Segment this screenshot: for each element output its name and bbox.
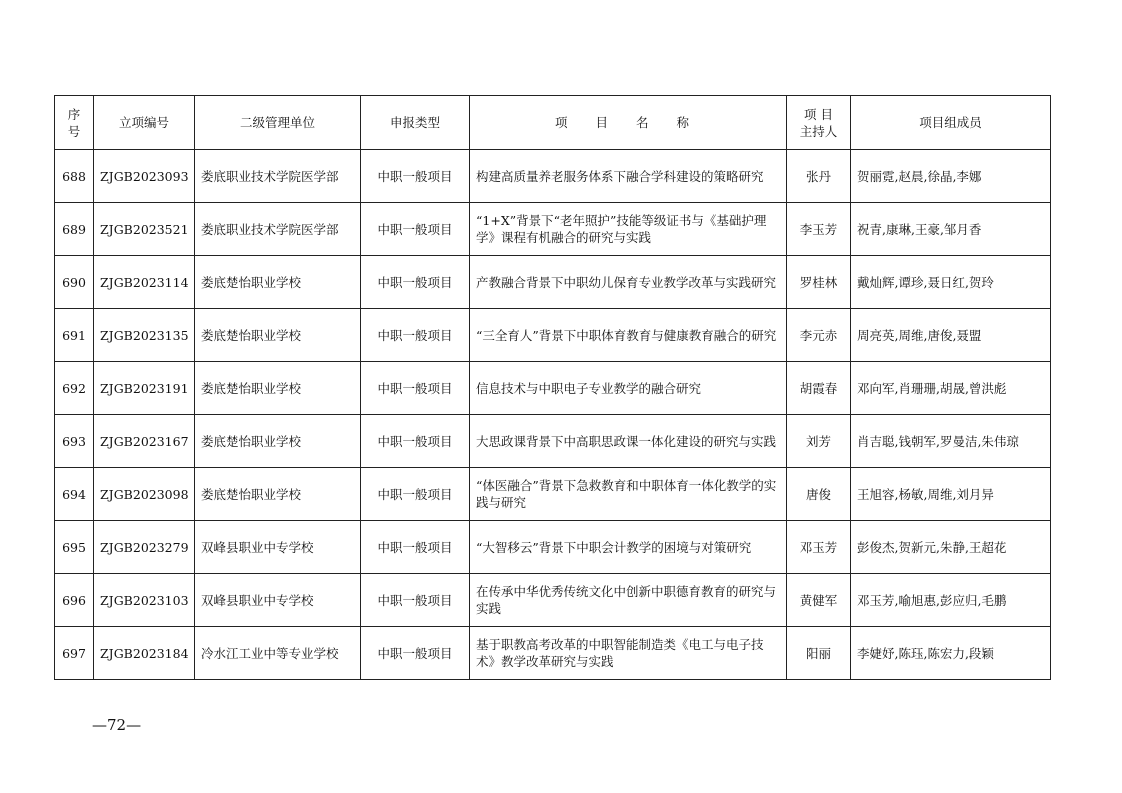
cell-type: 中职一般项目 [361, 309, 470, 362]
cell-code: ZJGB2023098 [94, 468, 195, 521]
cell-unit: 娄底职业技术学院医学部 [195, 203, 361, 256]
cell-host: 邓玉芳 [787, 521, 851, 574]
cell-seq: 695 [55, 521, 94, 574]
cell-host: 李玉芳 [787, 203, 851, 256]
cell-type: 中职一般项目 [361, 627, 470, 680]
cell-name: 信息技术与中职电子专业教学的融合研究 [470, 362, 787, 415]
cell-members: 邓向军,肖珊珊,胡晟,曾洪彪 [851, 362, 1051, 415]
header-seq: 序号 [55, 96, 94, 150]
cell-members: 李婕妤,陈珏,陈宏力,段颖 [851, 627, 1051, 680]
cell-host: 黄健军 [787, 574, 851, 627]
cell-unit: 双峰县职业中专学校 [195, 521, 361, 574]
cell-members: 贺丽霓,赵晨,徐晶,李娜 [851, 150, 1051, 203]
header-name: 项 目 名 称 [470, 96, 787, 150]
table-row [55, 362, 1051, 415]
cell-name: 产教融合背景下中职幼儿保育专业教学改革与实践研究 [470, 256, 787, 309]
cell-host: 胡霞春 [787, 362, 851, 415]
cell-seq: 688 [55, 150, 94, 203]
cell-seq: 692 [55, 362, 94, 415]
page-number: —72— [92, 716, 142, 734]
cell-members: 彭俊杰,贺新元,朱静,王超花 [851, 521, 1051, 574]
header-members: 项目组成员 [851, 96, 1051, 150]
cell-type: 中职一般项目 [361, 362, 470, 415]
cell-code: ZJGB2023103 [94, 574, 195, 627]
header-row [55, 96, 1051, 150]
cell-seq: 691 [55, 309, 94, 362]
cell-members: 戴灿辉,谭珍,聂日红,贺玲 [851, 256, 1051, 309]
cell-members: 王旭容,杨敏,周维,刘月异 [851, 468, 1051, 521]
table-row [55, 256, 1051, 309]
cell-seq: 689 [55, 203, 94, 256]
cell-code: ZJGB2023093 [94, 150, 195, 203]
cell-name: 大思政课背景下中高职思政课一体化建设的研究与实践 [470, 415, 787, 468]
cell-seq: 696 [55, 574, 94, 627]
table-header [55, 96, 1051, 150]
cell-type: 中职一般项目 [361, 203, 470, 256]
cell-name: “大智移云”背景下中职会计教学的困境与对策研究 [470, 521, 787, 574]
table-row [55, 203, 1051, 256]
table-row [55, 627, 1051, 680]
cell-unit: 双峰县职业中专学校 [195, 574, 361, 627]
cell-code: ZJGB2023191 [94, 362, 195, 415]
cell-host: 刘芳 [787, 415, 851, 468]
table-body [55, 150, 1051, 680]
cell-name: “体医融合”背景下急救教育和中职体育一体化教学的实践与研究 [470, 468, 787, 521]
cell-host: 张丹 [787, 150, 851, 203]
table-row [55, 468, 1051, 521]
cell-name: 构建高质量养老服务体系下融合学科建设的策略研究 [470, 150, 787, 203]
header-code: 立项编号 [94, 96, 195, 150]
cell-members: 肖吉聪,钱朝军,罗曼洁,朱伟琼 [851, 415, 1051, 468]
header-unit: 二级管理单位 [195, 96, 361, 150]
cell-name: 基于职教高考改革的中职智能制造类《电工与电子技术》教学改革研究与实践 [470, 627, 787, 680]
cell-name: 在传承中华优秀传统文化中创新中职德育教育的研究与实践 [470, 574, 787, 627]
cell-unit: 娄底职业技术学院医学部 [195, 150, 361, 203]
cell-unit: 冷水江工业中等专业学校 [195, 627, 361, 680]
cell-host: 阳丽 [787, 627, 851, 680]
header-host: 项 目 主持人 [787, 96, 851, 150]
cell-name: “三全育人”背景下中职体育教育与健康教育融合的研究 [470, 309, 787, 362]
cell-members: 邓玉芳,喻旭惠,彭应归,毛鹏 [851, 574, 1051, 627]
cell-seq: 697 [55, 627, 94, 680]
cell-unit: 娄底楚怡职业学校 [195, 415, 361, 468]
cell-type: 中职一般项目 [361, 574, 470, 627]
cell-code: ZJGB2023114 [94, 256, 195, 309]
cell-unit: 娄底楚怡职业学校 [195, 256, 361, 309]
table-row [55, 309, 1051, 362]
cell-seq: 690 [55, 256, 94, 309]
table-row [55, 521, 1051, 574]
cell-host: 唐俊 [787, 468, 851, 521]
cell-seq: 693 [55, 415, 94, 468]
cell-host: 李元赤 [787, 309, 851, 362]
cell-type: 中职一般项目 [361, 468, 470, 521]
cell-name: “1+X”背景下“老年照护”技能等级证书与《基础护理学》课程有机融合的研究与实践 [470, 203, 787, 256]
cell-code: ZJGB2023167 [94, 415, 195, 468]
cell-type: 中职一般项目 [361, 521, 470, 574]
cell-code: ZJGB2023521 [94, 203, 195, 256]
project-table [54, 95, 1051, 680]
cell-code: ZJGB2023279 [94, 521, 195, 574]
cell-unit: 娄底楚怡职业学校 [195, 362, 361, 415]
cell-type: 中职一般项目 [361, 150, 470, 203]
cell-unit: 娄底楚怡职业学校 [195, 309, 361, 362]
cell-members: 祝青,康琳,王豪,邹月香 [851, 203, 1051, 256]
table-row [55, 415, 1051, 468]
cell-unit: 娄底楚怡职业学校 [195, 468, 361, 521]
cell-host: 罗桂林 [787, 256, 851, 309]
header-type: 申报类型 [361, 96, 470, 150]
cell-members: 周亮英,周维,唐俊,聂盟 [851, 309, 1051, 362]
table-row [55, 574, 1051, 627]
cell-type: 中职一般项目 [361, 415, 470, 468]
table-row [55, 150, 1051, 203]
cell-seq: 694 [55, 468, 94, 521]
cell-code: ZJGB2023135 [94, 309, 195, 362]
cell-code: ZJGB2023184 [94, 627, 195, 680]
cell-type: 中职一般项目 [361, 256, 470, 309]
